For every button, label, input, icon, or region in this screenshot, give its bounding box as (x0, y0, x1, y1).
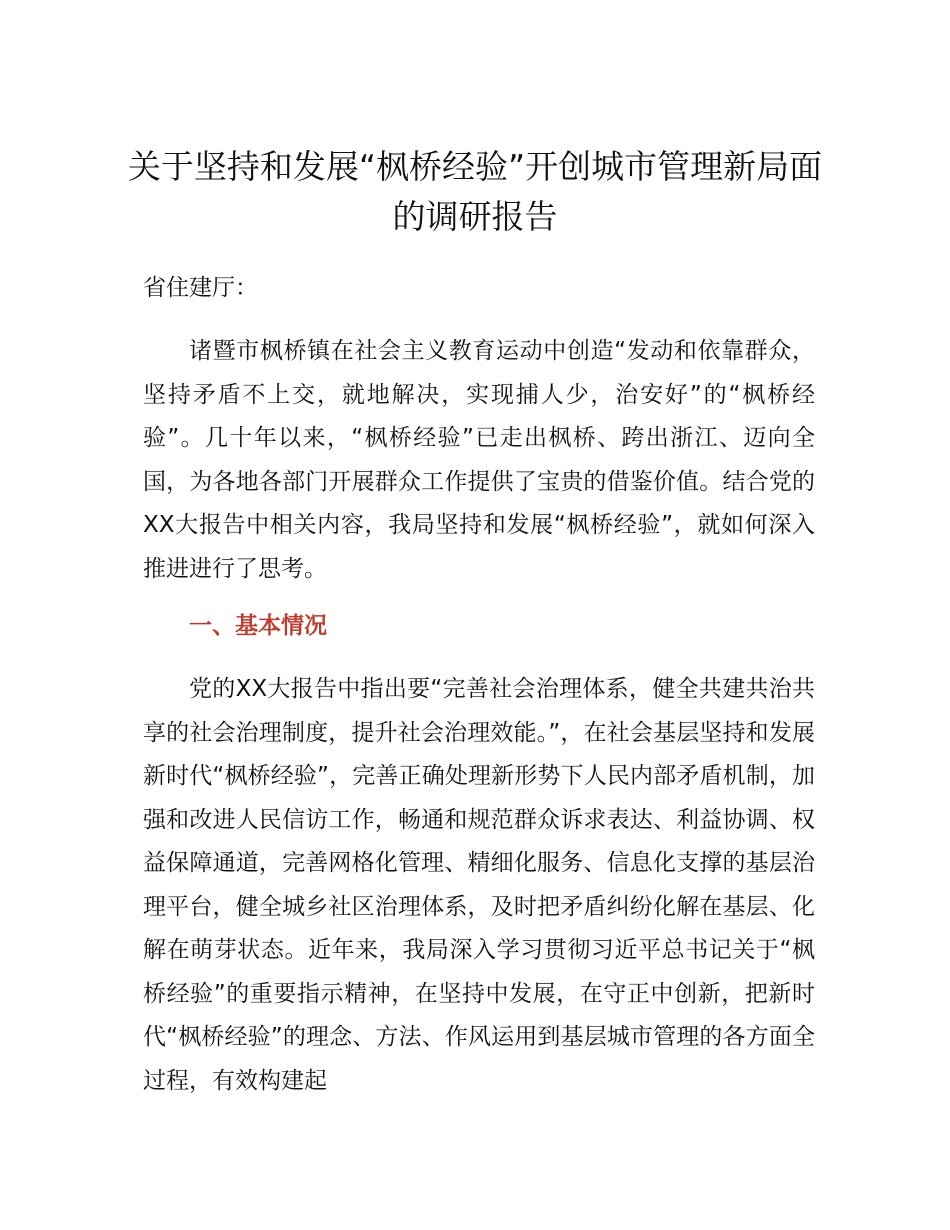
section-heading-basic-situation: 一、基本情况 (189, 613, 327, 639)
body-paragraph-intro: 诸暨市枫桥镇在社会主义教育运动中创造“发动和依靠群众，坚持矛盾不上交，就地解决，实现捕人少，治安好”的“枫桥经验”。几十年以来，“枫桥经验”已走出枫桥、跨出浙江、迈向全国，为各地各部门开展群众工作提供了宝贵的借鉴价值。结合党的XX大报告中相关内容，我局坚持和发展“枫桥经验”，就如何深入推进进行了思考。 (143, 338, 815, 582)
document-title: 关于坚持和发展“枫桥经验”开创城市管理新局面的调研报告 (127, 147, 823, 236)
body-paragraph-basic-situation: 党的XX大报告中指出要“完善社会治理体系，健全共建共治共享的社会治理制度，提升社会治理效能。”，在社会基层坚持和发展新时代“枫桥经验”，完善正确处理新形势下人民内部矛盾机制，加强和改进人民信访工作，畅通和规范群众诉求表达、利益协调、权益保障通道，完善网格化管理、精细化服务、信息化支撑的基层治理平台，健全城乡社区治理体系，及时把矛盾纠纷化解在基层、化解在萌芽状态。近年来，我局深入学习贯彻习近平总书记关于“枫桥经验”的重要指示精神，在坚持中发展，在守正中创新，把新时代“枫桥经验”的理念、方法、作风运用到基层城市管理的各方面全过程，有效构建起 (143, 676, 815, 1094)
salutation: 省住建厅： (143, 275, 258, 301)
